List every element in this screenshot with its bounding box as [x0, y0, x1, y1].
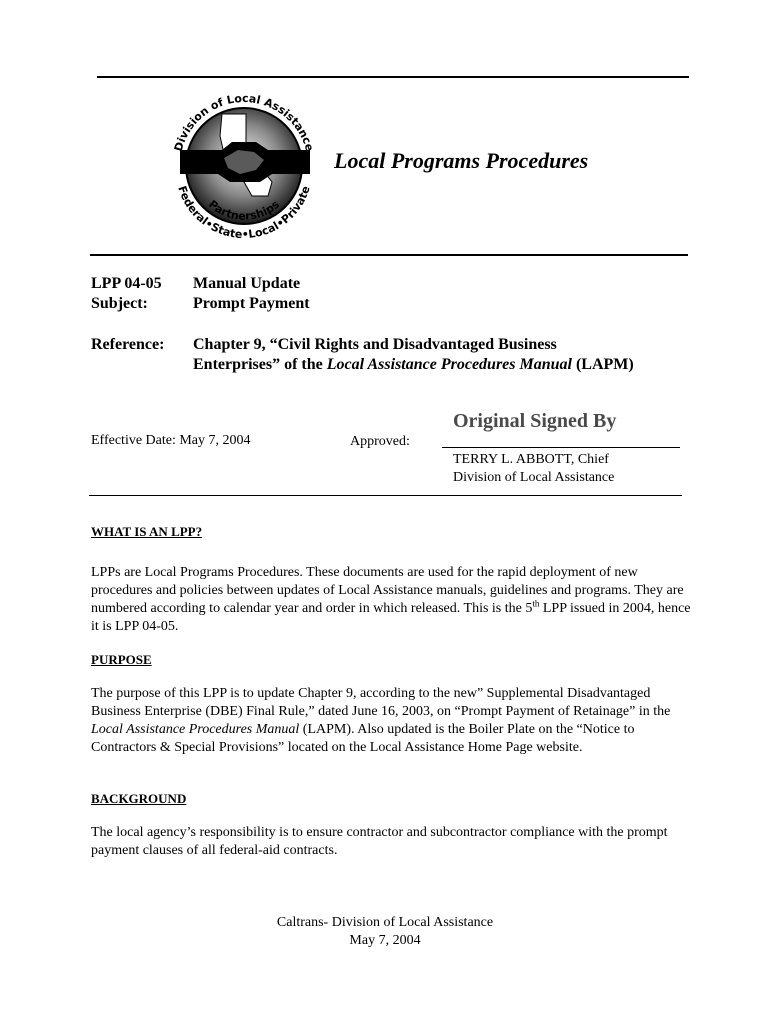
what-text-a: LPPs are Local Programs Procedures. These documents are used for the rapid deployment of new procedures and policies between updates of Local Assistance manuals, guidelines and programs. They are numbered according to calendar year and order in which released. This is the 5 — [91, 565, 684, 616]
signer-name: TERRY L. ABBOTT, Chief — [453, 452, 609, 467]
approved-label: Approved: — [350, 434, 410, 449]
footer-date: May 7, 2004 — [349, 933, 421, 948]
what-is-lpp-heading: WHAT IS AN LPP? — [91, 524, 203, 539]
purpose-heading: PURPOSE — [91, 652, 152, 667]
division-logo — [160, 78, 328, 250]
signer-organization: Division of Local Assistance — [453, 470, 615, 485]
signature-line — [442, 447, 680, 448]
purpose-paragraph — [91, 685, 691, 757]
reference-text-b: (LAPM) — [571, 356, 634, 373]
subject-label: Subject: — [91, 295, 148, 312]
reference-text-a: Enterprises” of the — [193, 356, 327, 373]
lpp-type-value: Manual Update — [193, 275, 301, 292]
lpp-number-label: LPP 04-05 — [91, 275, 162, 292]
reference-label: Reference: — [91, 336, 165, 353]
signature-text: Original Signed By — [453, 410, 617, 432]
division-logo-graphic — [160, 78, 328, 250]
svg-text:Partnerships: Partnerships — [206, 197, 282, 223]
what-text-b: LPP issued in 2004, hence it is LPP 04-05. — [91, 601, 691, 634]
footer-organization: Caltrans- Division of Local Assistance — [276, 915, 494, 930]
header-rule — [90, 254, 688, 256]
signer-block — [453, 451, 614, 487]
effective-date: Effective Date: May 7, 2004 — [91, 433, 251, 448]
document-title: Local Programs Procedures — [334, 148, 589, 173]
purpose-text-b: (LAPM). Also updated is the Boiler Plate on the “Notice to Contractors & Special Provisions” located on the Local Assistance Home Page website. — [91, 722, 635, 755]
what-is-lpp-paragraph — [91, 564, 691, 636]
svg-text:Federal•State•Local•Private: Federal•State•Local•Private — [175, 184, 313, 242]
purpose-text-a: The purpose of this LPP is to update Chapter 9, according to the new” Supplemental Disadvantaged Business Enterprise (DBE) Final Rule,” dated June 16, 2003, on “Prompt Payment of Retainage” in the — [91, 686, 671, 719]
reference-line-1: Chapter 9, “Civil Rights and Disadvantaged Business — [193, 336, 557, 353]
ordinal-suffix: th — [532, 598, 540, 609]
approval-rule — [89, 495, 682, 496]
reference-line-2 — [193, 356, 634, 374]
svg-text:Division of Local Assistance: Division of Local Assistance — [171, 91, 317, 153]
background-heading: BACKGROUND — [91, 791, 187, 806]
background-paragraph: The local agency’s responsibility is to ensure contractor and subcontractor compliance with the prompt payment clauses of all federal-aid contracts. — [91, 825, 668, 858]
page-footer — [0, 914, 770, 950]
reference-manual-title: Local Assistance Procedures Manual — [326, 356, 572, 373]
purpose-manual-title: Local Assistance Procedures Manual — [91, 722, 300, 737]
subject-value: Prompt Payment — [193, 295, 310, 312]
